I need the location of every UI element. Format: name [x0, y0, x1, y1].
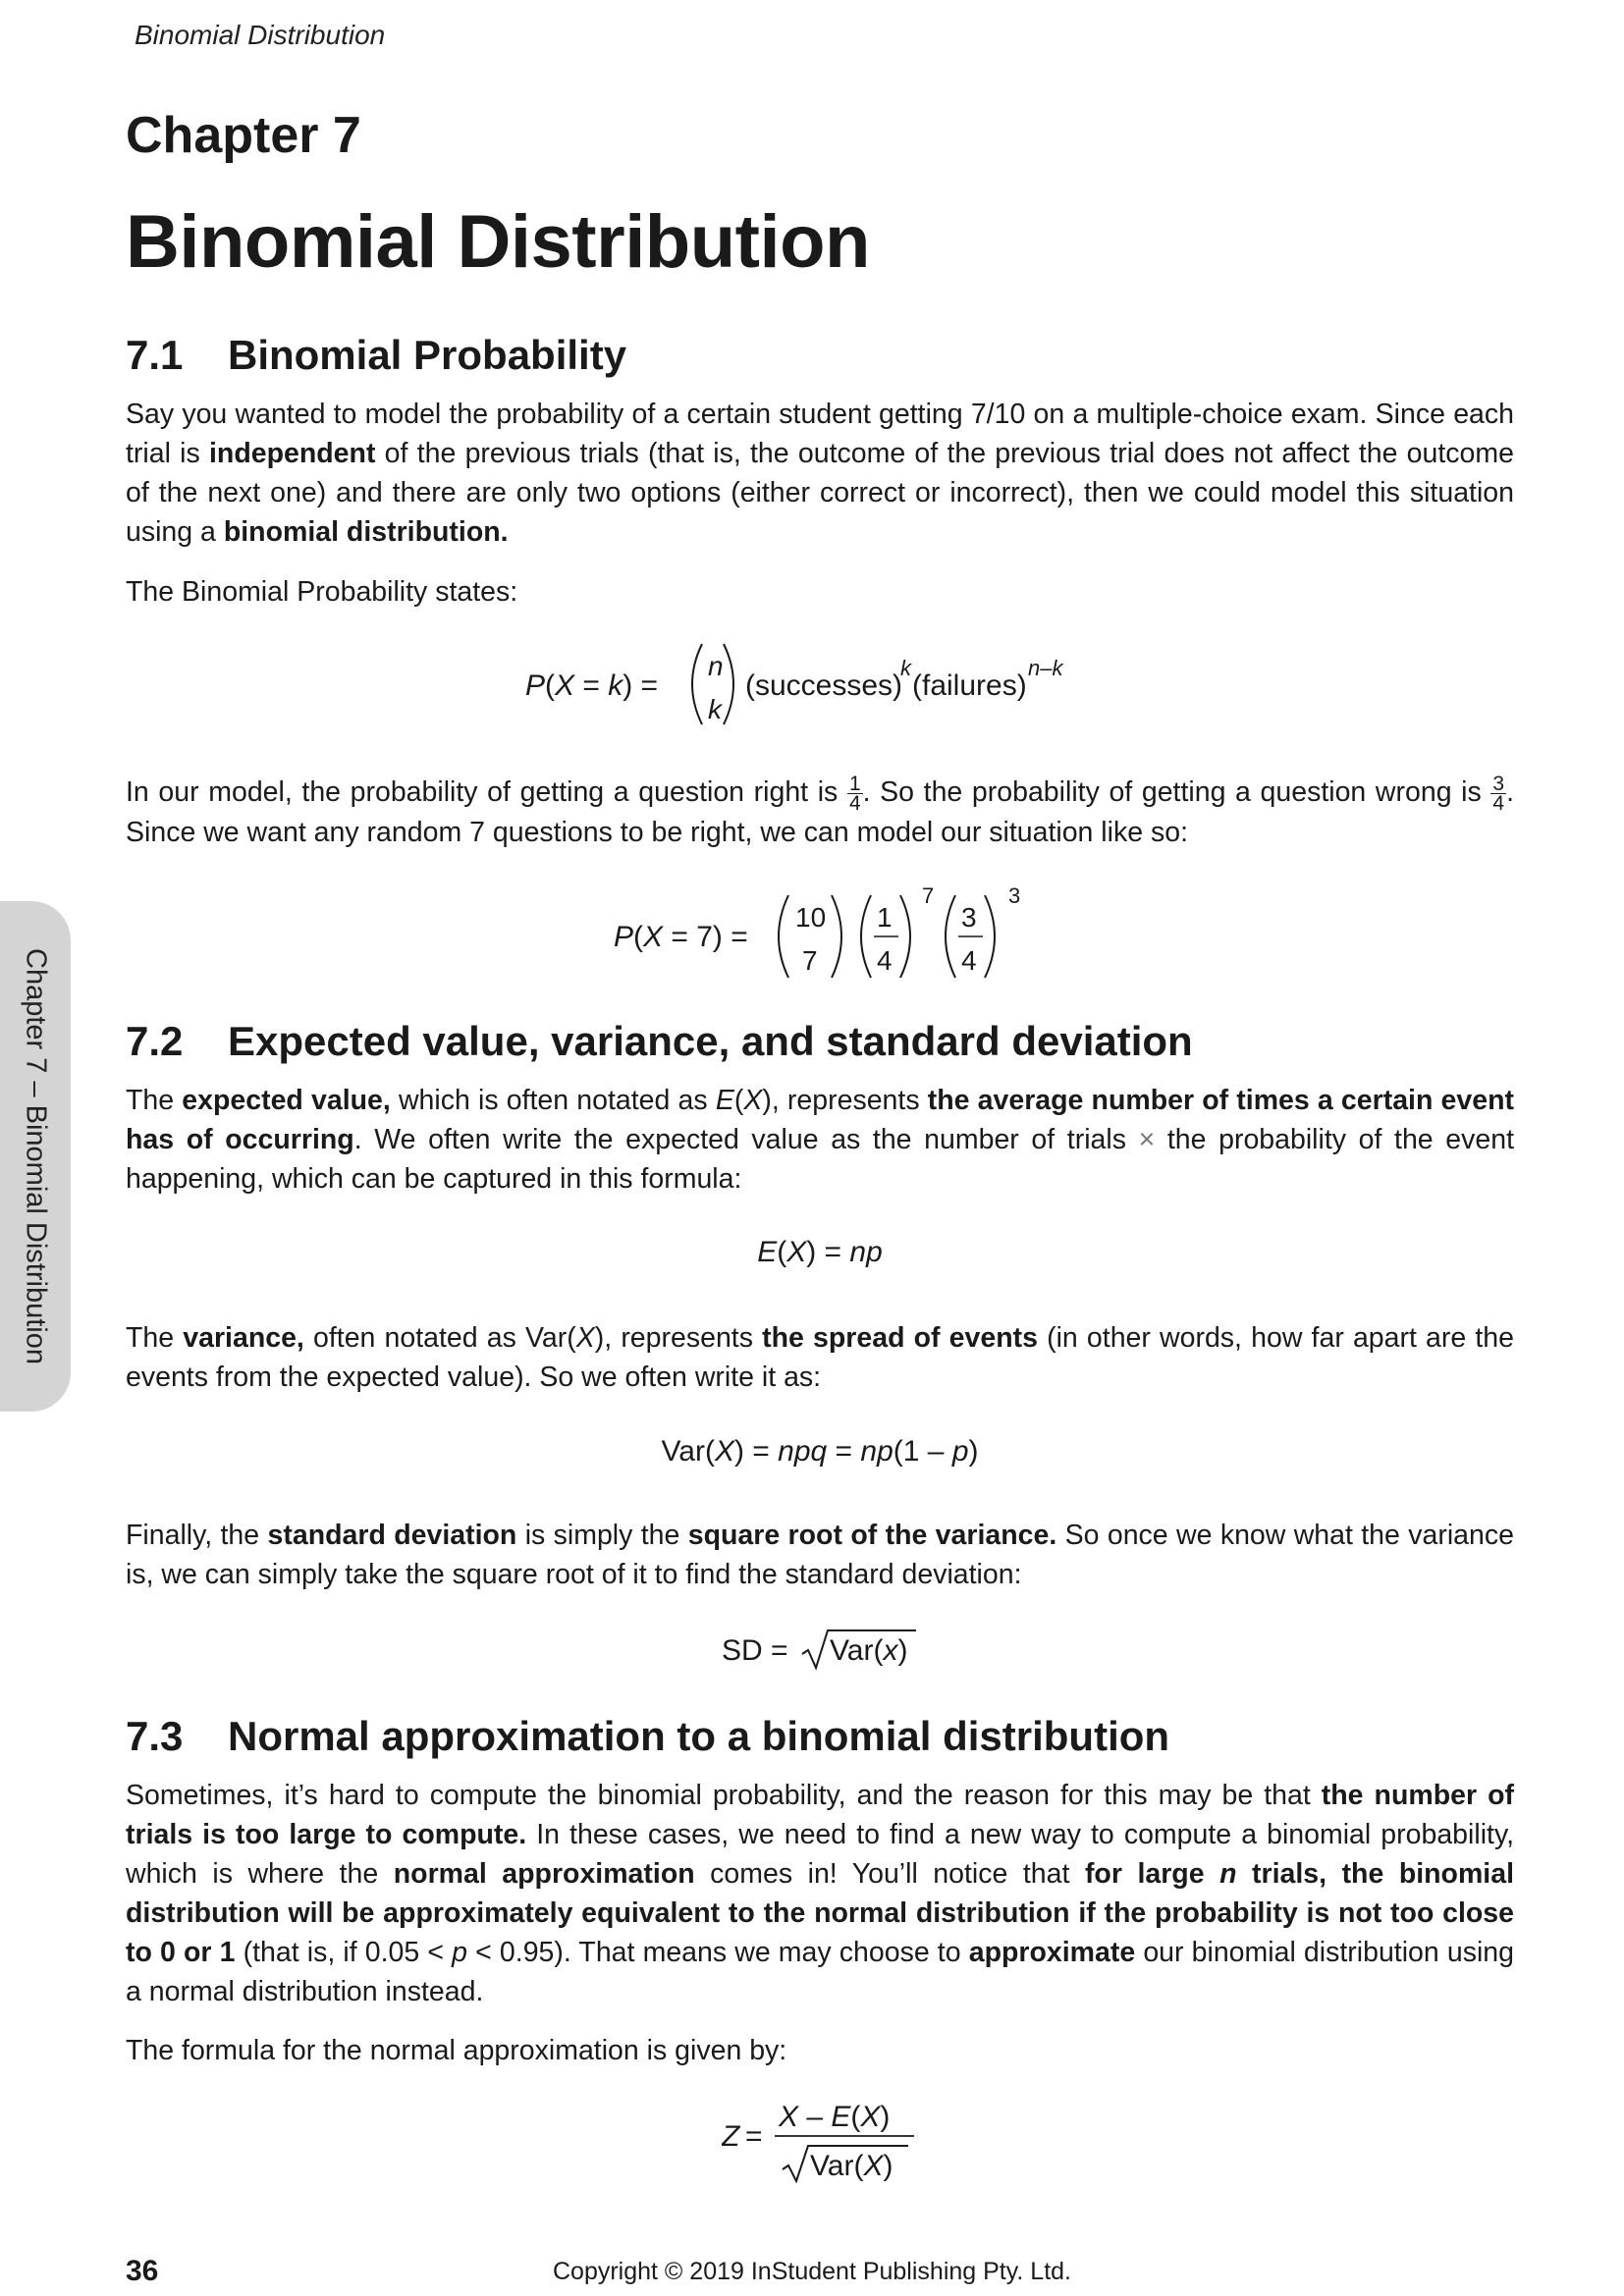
svg-text:(failures): (failures) — [912, 669, 1027, 702]
section-heading-7-1 — [126, 332, 626, 379]
formula-binomial-probability — [126, 636, 1514, 732]
svg-text:7: 7 — [922, 883, 935, 908]
section-number: 7.3 — [126, 1713, 184, 1759]
formula-standard-deviation — [126, 1625, 1514, 1674]
page-number: 36 — [126, 2255, 159, 2287]
formula-expected-value: E(X) = np — [757, 1236, 883, 1268]
section-number: 7.2 — [126, 1018, 184, 1064]
side-tab-label: Chapter 7 – Binomial Distribution — [20, 948, 52, 1364]
svg-text:7: 7 — [802, 945, 818, 976]
svg-text:k: k — [708, 694, 722, 724]
paragraph-normal-approximation: Sometimes, it’s hard to compute the binomial probability, and the reason for this may be that the number of trials is too large to compute. In these cases, we need to find a new way to compute a binomial probability, which is where the normal approximation comes in! You’ll notice that for large n trials, the binomial distribution will be approximately equivalent to the normal distribution if the probability is not too close to 0 or 1 (that is, if 0.05 < p < 0.95). That means we may choose to approximate our binomial distribution using a normal distribution instead. — [126, 1780, 1515, 2007]
paragraph-expected-value: The expected value, which is often notated as E(X), represents the average number of times a certain event has of occurring. We often write the expected value as the number of trials × the probability of the event happening, which can be captured in this formula: — [126, 1085, 1514, 1195]
section-title: Expected value, variance, and standard deviation — [228, 1018, 1193, 1064]
formula-variance: Var(X) = npq = np(1 – p) — [661, 1435, 979, 1468]
svg-text:P(X = k) =: P(X = k) = — [525, 669, 659, 702]
svg-text:(successes): (successes) — [745, 669, 903, 702]
section-title: Binomial Probability — [228, 332, 627, 378]
section-heading-7-3 — [126, 1713, 1169, 1760]
svg-text:k: k — [900, 656, 911, 680]
svg-text:4: 4 — [877, 945, 893, 976]
svg-text:X – E(X): X – E(X) — [779, 2101, 891, 2133]
svg-text:1: 1 — [877, 902, 893, 933]
svg-text:Z: Z — [722, 2120, 740, 2153]
svg-text:=: = — [745, 2120, 763, 2153]
svg-text:Var(X): Var(X) — [810, 2150, 893, 2182]
copyright-notice: Copyright © 2019 InStudent Publishing Pty. Ltd. — [552, 2258, 1071, 2285]
svg-text:P(X = 7) =: P(X = 7) = — [614, 921, 748, 953]
svg-text:n–k: n–k — [1028, 656, 1063, 680]
binomial-probability-formula — [525, 636, 1114, 732]
normal-approximation-formula — [722, 2091, 918, 2183]
example-probability-formula — [614, 881, 1026, 986]
section-heading-7-2 — [126, 1018, 1193, 1065]
paragraph-binomial-states: The Binomial Probability states: — [126, 576, 518, 608]
paragraph-variance: The variance, often notated as Var(X), represents the spread of events (in other words, how far apart are the events from the expected value). So we often write it as: — [126, 1322, 1515, 1393]
chapter-label: Chapter 7 — [126, 107, 361, 164]
chapter-title: Binomial Distribution — [126, 200, 870, 284]
svg-text:3: 3 — [961, 902, 977, 933]
section-number: 7.1 — [126, 332, 184, 378]
svg-text:n: n — [708, 651, 724, 681]
fraction-one-quarter: $\frac{1}{4}$ — [848, 772, 861, 815]
formula-example-probability — [126, 881, 1514, 986]
svg-text:Var(x): Var(x) — [830, 1634, 908, 1667]
svg-text:3: 3 — [1008, 883, 1021, 908]
svg-text:10: 10 — [795, 902, 827, 933]
formula-normal-approximation — [126, 2091, 1514, 2183]
svg-text:SD =: SD = — [722, 1634, 788, 1667]
paragraph-binomial-intro: Say you wanted to model the probability of a certain student getting 7/10 on a multiple-choice exam. Since each trial is independent of the previous trials (that is, the outcome of the previous trial does not affect the outcome of the next one) and there are only two options (either correct or incorrect), then we could model this situation using a binomial distribution. — [126, 399, 1514, 548]
svg-text:4: 4 — [961, 945, 977, 976]
standard-deviation-formula — [722, 1625, 918, 1674]
section-title: Normal approximation to a binomial distribution — [228, 1713, 1170, 1759]
paragraph-model-probability: In our model, the probability of getting a question right is $\frac{1}{4}$ . So the probability of getting a question wrong is $\frac{3}{4}$ . Since we want any random 7 questions to be right, we can model our situation like so: — [126, 772, 1514, 848]
fraction-three-quarters: $\frac{3}{4}$ — [1492, 772, 1505, 815]
paragraph-standard-deviation: Finally, the standard deviation is simply the square root of the variance. So once we know what the variance is, we can simply take the square root of it to find the standard deviation: — [126, 1520, 1514, 1590]
running-header: Binomial Distribution — [135, 20, 386, 50]
paragraph-normal-formula-intro: The formula for the normal approximation is given by: — [126, 2035, 787, 2066]
